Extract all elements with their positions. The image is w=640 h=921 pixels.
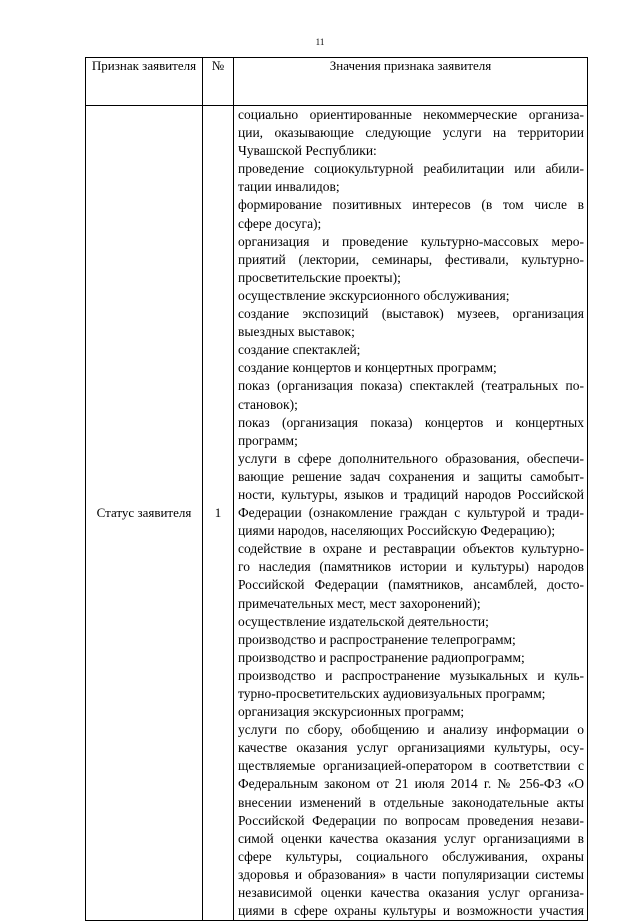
value-line: го наследия (памятников истории и культуры) народов (238, 559, 584, 575)
value-line: программ; (238, 432, 298, 448)
value-line: осуществление издательской деятельности; (238, 613, 489, 629)
value-line: показ (организация показа) концертов и концертных (238, 414, 584, 430)
value-line: организация и проведение культурно-массовых меро- (238, 233, 584, 249)
value-line: проведение социокультурной реабилитации или абили- (238, 161, 584, 177)
value-line: просветительские проекты); (238, 269, 401, 285)
value-line: примечательных мест, мест захоронений); (238, 595, 481, 611)
page-number: 11 (315, 37, 325, 47)
header-number: № (203, 58, 234, 106)
value-line: ции, оказывающие следующие услуги на территории (238, 125, 584, 141)
value-line: тации инвалидов; (238, 179, 340, 195)
value-line: Российской Федерации (памятников, ансамблей, досто- (238, 577, 584, 593)
value-line: сфере культуры, социального обслуживания, охраны (238, 848, 584, 864)
value-line: содействие в охране и реставрации объектов культурно- (238, 541, 584, 557)
value-line: сфере досуга); (238, 215, 322, 231)
cell-values (234, 106, 588, 921)
value-line: социально ориентированные некоммерческие организа- (238, 107, 584, 122)
value-line: ществляемые организацией-оператором в соответствии с (238, 758, 584, 774)
value-line: производство и распространение телепрограмм; (238, 631, 516, 647)
value-line: Федерации (ознакомление граждан с культурой и тради- (238, 505, 584, 521)
value-line: вающие решение задач сохранения и защиты самобыт- (238, 468, 584, 484)
value-line: производство и распространение музыкальных и куль- (238, 667, 584, 683)
value-line: становок); (238, 396, 298, 412)
value-line: независимой оценки качества оказания услуг организа- (238, 885, 584, 901)
value-line: выездных выставок; (238, 324, 355, 340)
value-line: циями в сфере охраны культуры и возможности участия (238, 903, 584, 919)
value-line: Чувашской Республики: (238, 143, 377, 159)
value-line: турно-просветительских аудиовизуальных программ; (238, 686, 546, 701)
value-line: формирование позитивных интересов (в том числе в (238, 197, 584, 213)
value-line: создание концертов и концертных программ; (238, 360, 497, 376)
value-line: Федеральным законом от 21 июля 2014 г. № 256-ФЗ «О (238, 776, 584, 792)
applicant-attributes-table (85, 57, 588, 921)
value-line: создание экспозиций (выставок) музеев, организация (238, 306, 584, 322)
value-line: циями народов, населяющих Российскую Федерацию); (238, 523, 556, 539)
cell-number: 1 (203, 106, 234, 921)
value-line: осуществление экскурсионного обслуживания; (238, 287, 510, 303)
table-row (86, 106, 588, 921)
value-line: Российской Федерации по вопросам проведения незави- (238, 812, 584, 828)
value-line: внесении изменений в отдельные законодательные акты (238, 794, 584, 810)
table-header-row (86, 58, 588, 106)
value-line: создание спектаклей; (238, 342, 361, 358)
value-line: ности, культуры, языков и традиций народов Российской (238, 486, 584, 502)
value-line: услуги в сфере дополнительного образования, обеспечи- (238, 450, 584, 466)
value-line: производство и распространение радиопрограмм; (238, 649, 525, 665)
value-line: здоровья и образования» в части популяризации системы (238, 866, 584, 882)
value-line: показ (организация показа) спектаклей (театральных по- (238, 378, 584, 394)
value-line: организация экскурсионных программ; (238, 704, 465, 720)
value-line: качестве оказания услуг организациями культуры, осу- (238, 740, 584, 756)
cell-attribute: Статус заявителя (86, 106, 203, 921)
header-values: Значения признака заявителя (234, 58, 588, 106)
value-line: услуги по сбору, обобщению и анализу информации о (238, 722, 584, 738)
value-line: симой оценки качества оказания услуг организациями в (238, 830, 584, 846)
header-attribute: Признак заявителя (86, 58, 203, 106)
value-line: приятий (лектории, семинары, фестивали, культурно- (238, 251, 584, 267)
